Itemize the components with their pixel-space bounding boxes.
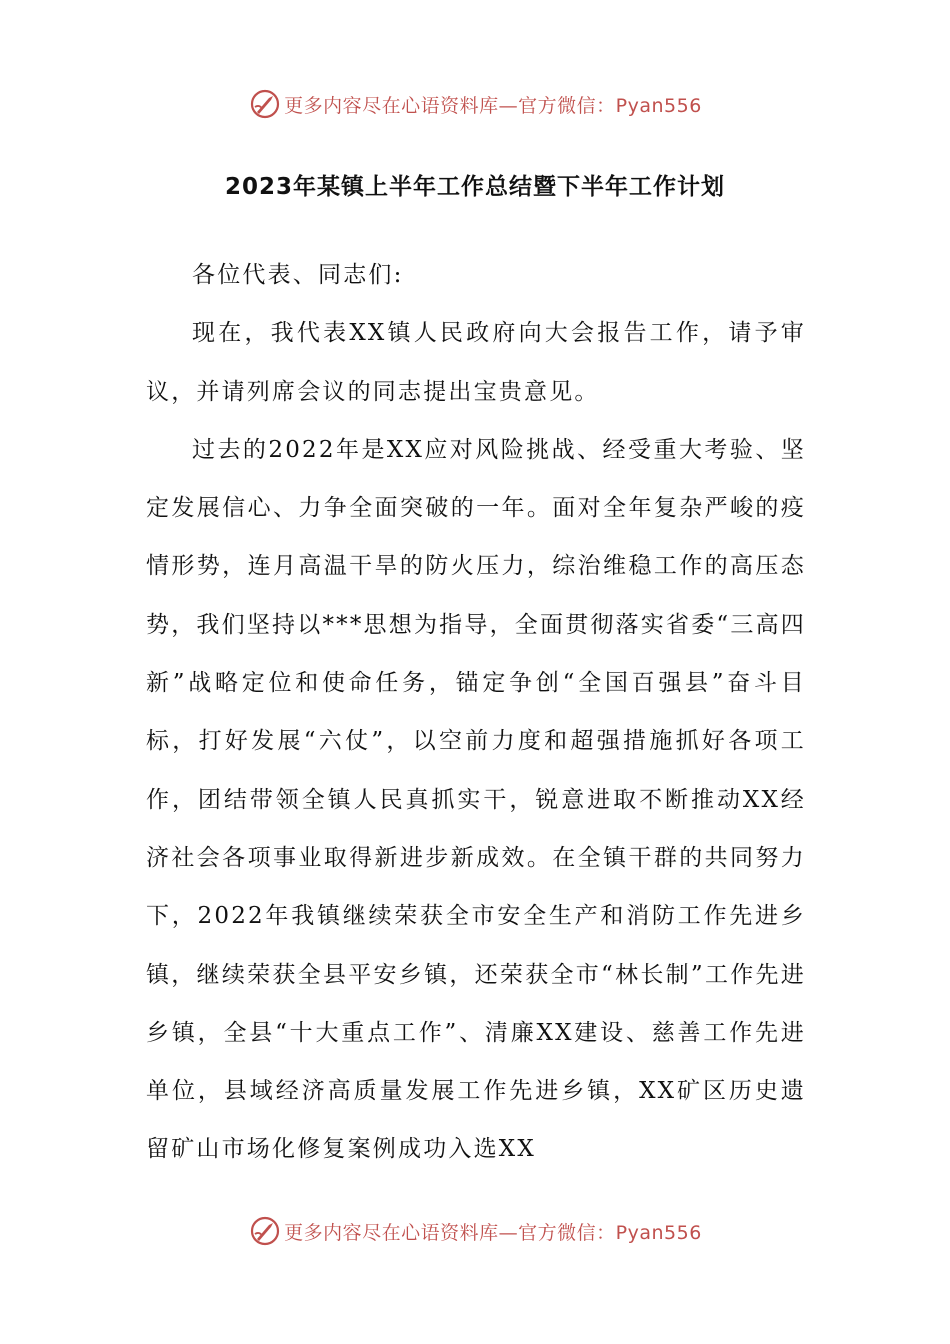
- pen-nib-logo-icon: [248, 87, 282, 121]
- footer-watermark-banner: [0, 1211, 950, 1251]
- watermark-text: [284, 91, 702, 118]
- watermark-label: 更多内容尽在心语资料库—官方微信：: [284, 1221, 616, 1244]
- watermark-account: Pyan556: [615, 1221, 702, 1244]
- paragraph-review: 过去的2022年是XX应对风险挑战、经受重大考验、坚定发展信心、力争全面突破的一年。面对全年复杂严峻的疫情形势，连月高温干旱的防火压力，综治维稳工作的高压态势，我们坚持以***思想为指导，全面贯彻落实省委“三高四新”战略定位和使命任务，锚定争创“全国百强县”奋斗目标，打好发展“六仗”，以空前力度和超强措施抓好各项工作，团结带领全镇人民真抓实干，锐意进取不断推动XX经济社会各项事业取得新进步新成效。在全镇干群的共同努力下，2022年我镇继续荣获全市安全生产和消防工作先进乡镇，继续荣获全县平安乡镇，还荣获全市“林长制”工作先进乡镇，全县“十大重点工作”、清廉XX建设、慈善工作先进单位，县域经济高质量发展工作先进乡镇，XX矿区历史遗留矿山市场化修复案例成功入选XX: [146, 436, 806, 1163]
- document-title: 2023年某镇上半年工作总结暨下半年工作计划: [224, 174, 725, 200]
- paragraph-intro: 现在，我代表XX镇人民政府向大会报告工作，请予审议，并请列席会议的同志提出宝贵意见。: [146, 320, 806, 405]
- paragraph-greeting: 各位代表、同志们:: [192, 262, 404, 288]
- watermark-account: Pyan556: [615, 94, 702, 117]
- document-body: [146, 246, 806, 1179]
- header-watermark-banner: [0, 84, 950, 124]
- pen-nib-logo-icon: [248, 1214, 282, 1248]
- watermark-text: [284, 1218, 702, 1245]
- watermark-label: 更多内容尽在心语资料库—官方微信：: [284, 94, 616, 117]
